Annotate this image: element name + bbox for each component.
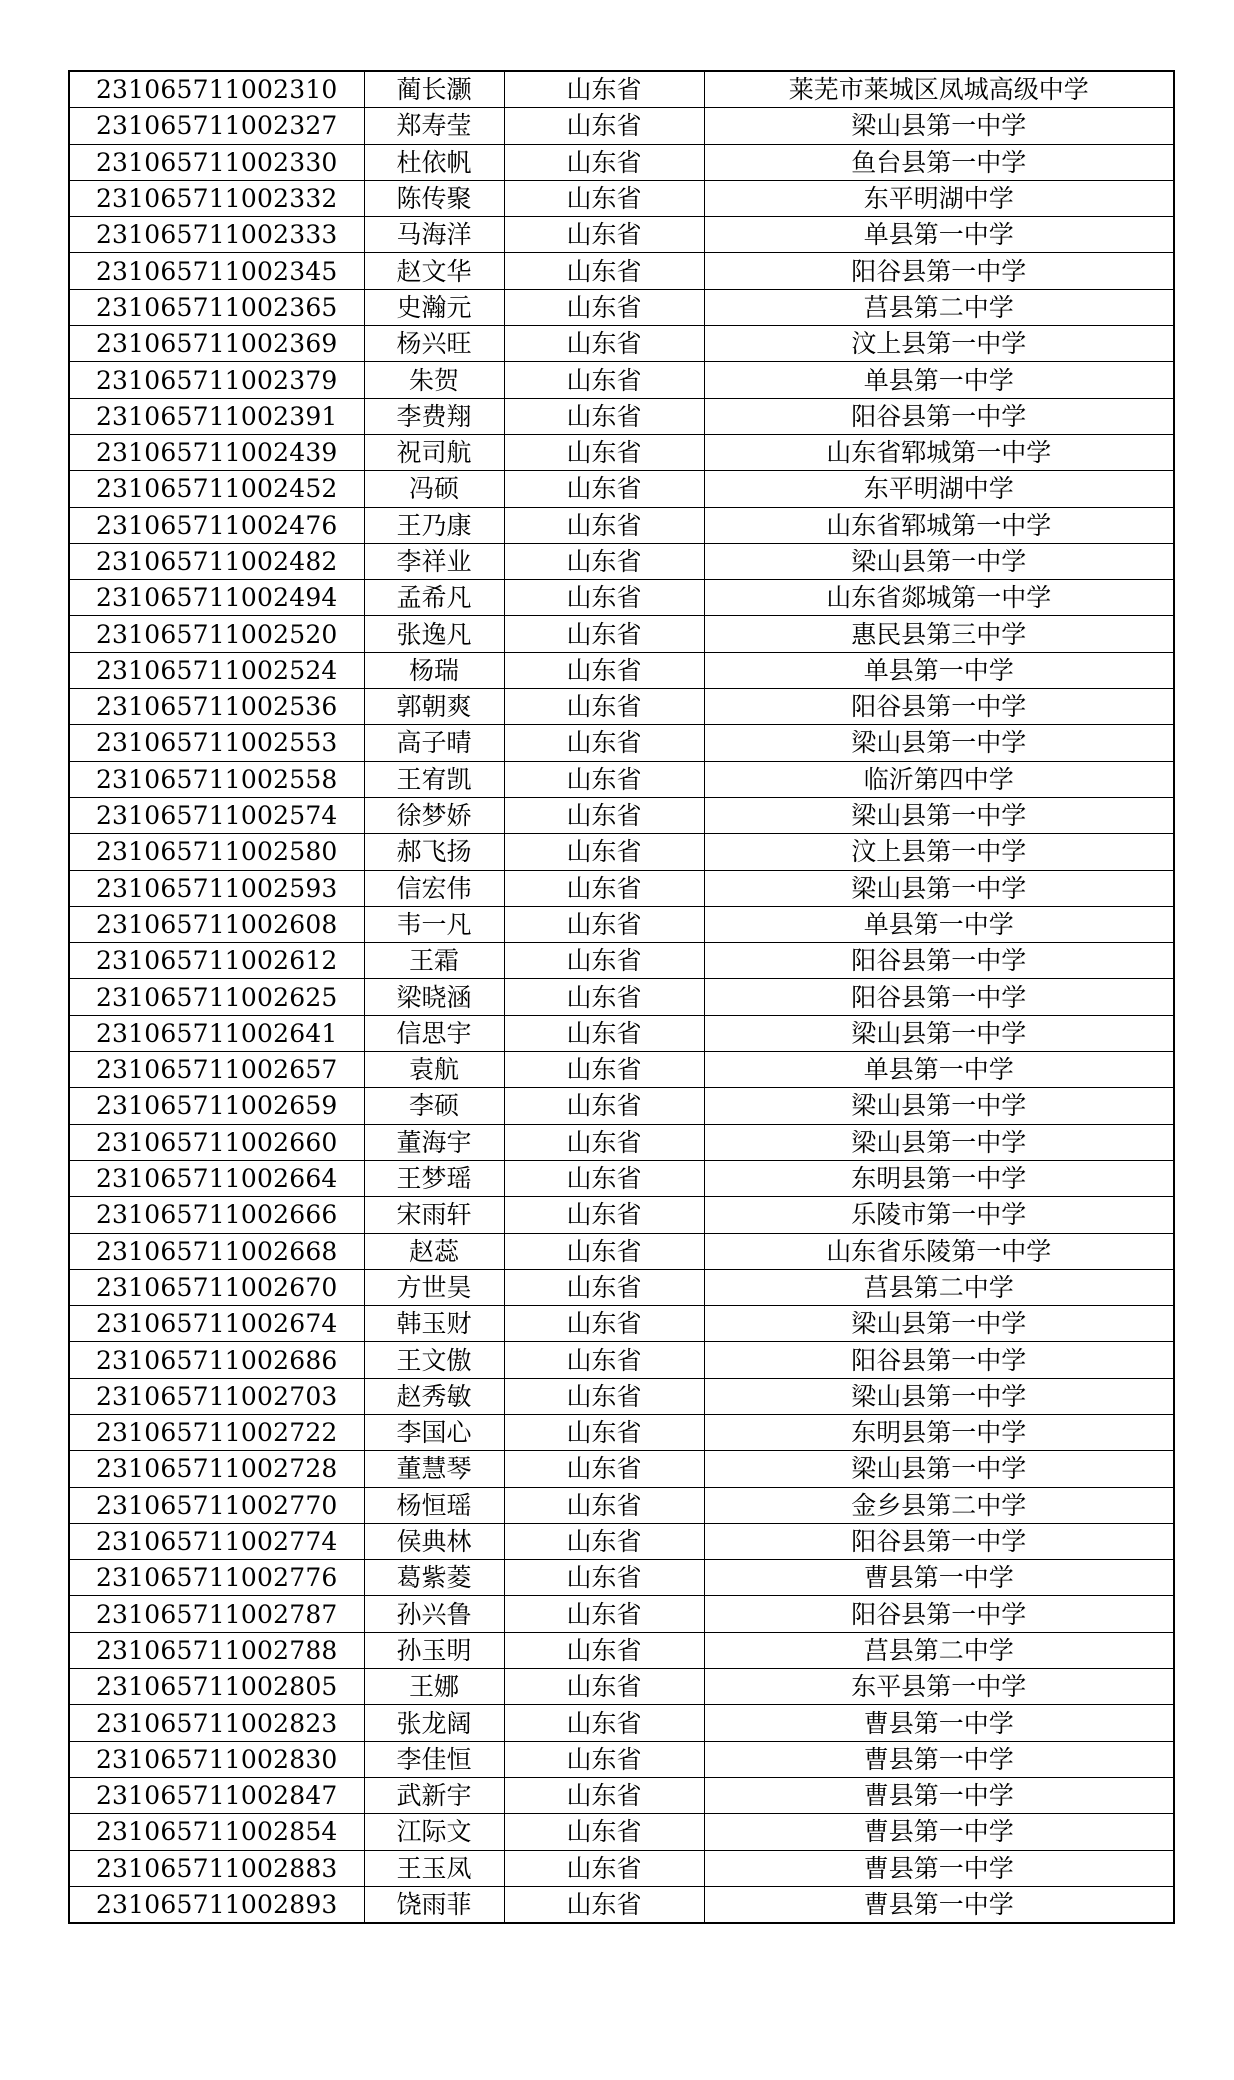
school-cell: 梁山县第一中学 (704, 870, 1174, 906)
student-name-cell: 韩玉财 (364, 1306, 504, 1342)
exam-number-cell: 231065711002494 (69, 580, 364, 616)
province-cell: 山东省 (504, 507, 704, 543)
province-cell: 山东省 (504, 689, 704, 725)
province-cell: 山东省 (504, 253, 704, 289)
student-name-cell: 宋雨轩 (364, 1197, 504, 1233)
table-row (69, 1632, 1174, 1668)
student-name-cell: 杨兴旺 (364, 326, 504, 362)
province-cell: 山东省 (504, 906, 704, 942)
student-name-cell: 冯硕 (364, 471, 504, 507)
student-name-cell: 孙兴鲁 (364, 1596, 504, 1632)
school-cell: 梁山县第一中学 (704, 1124, 1174, 1160)
province-cell: 山东省 (504, 180, 704, 216)
school-cell: 阳谷县第一中学 (704, 1596, 1174, 1632)
exam-number-cell: 231065711002593 (69, 870, 364, 906)
exam-number-cell: 231065711002787 (69, 1596, 364, 1632)
exam-number-cell: 231065711002659 (69, 1088, 364, 1124)
school-cell: 梁山县第一中学 (704, 108, 1174, 144)
student-name-cell: 杜依帆 (364, 144, 504, 180)
student-name-cell: 董慧琴 (364, 1451, 504, 1487)
exam-number-cell: 231065711002670 (69, 1269, 364, 1305)
table-row (69, 1306, 1174, 1342)
province-cell: 山东省 (504, 1306, 704, 1342)
province-cell: 山东省 (504, 1741, 704, 1777)
roster-table-body (69, 71, 1174, 1923)
province-cell: 山东省 (504, 797, 704, 833)
exam-number-cell: 231065711002391 (69, 398, 364, 434)
province-cell: 山东省 (504, 71, 704, 108)
province-cell: 山东省 (504, 1342, 704, 1378)
student-name-cell: 李费翔 (364, 398, 504, 434)
exam-number-cell: 231065711002830 (69, 1741, 364, 1777)
table-row (69, 289, 1174, 325)
school-cell: 东平县第一中学 (704, 1669, 1174, 1705)
exam-number-cell: 231065711002666 (69, 1197, 364, 1233)
province-cell: 山东省 (504, 761, 704, 797)
table-row (69, 434, 1174, 470)
exam-number-cell: 231065711002625 (69, 979, 364, 1015)
province-cell: 山东省 (504, 471, 704, 507)
table-row (69, 471, 1174, 507)
student-name-cell: 饶雨菲 (364, 1886, 504, 1923)
table-row (69, 1124, 1174, 1160)
table-row (69, 1487, 1174, 1523)
student-name-cell: 杨恒瑶 (364, 1487, 504, 1523)
school-cell: 汶上县第一中学 (704, 326, 1174, 362)
exam-number-cell: 231065711002788 (69, 1632, 364, 1668)
school-cell: 梁山县第一中学 (704, 1451, 1174, 1487)
province-cell: 山东省 (504, 1088, 704, 1124)
province-cell: 山东省 (504, 1197, 704, 1233)
table-row (69, 362, 1174, 398)
student-name-cell: 王玉凤 (364, 1850, 504, 1886)
student-name-cell: 张龙阔 (364, 1705, 504, 1741)
table-row (69, 580, 1174, 616)
student-name-cell: 孟希凡 (364, 580, 504, 616)
exam-number-cell: 231065711002854 (69, 1814, 364, 1850)
school-cell: 乐陵市第一中学 (704, 1197, 1174, 1233)
province-cell: 山东省 (504, 725, 704, 761)
student-name-cell: 王宥凯 (364, 761, 504, 797)
province-cell: 山东省 (504, 1596, 704, 1632)
exam-number-cell: 231065711002776 (69, 1560, 364, 1596)
province-cell: 山东省 (504, 1669, 704, 1705)
table-row (69, 180, 1174, 216)
student-name-cell: 李祥业 (364, 543, 504, 579)
table-row (69, 1414, 1174, 1450)
school-cell: 莱芜市莱城区凤城高级中学 (704, 71, 1174, 108)
table-row (69, 326, 1174, 362)
exam-number-cell: 231065711002823 (69, 1705, 364, 1741)
table-row (69, 1596, 1174, 1632)
school-cell: 山东省郯城第一中学 (704, 580, 1174, 616)
province-cell: 山东省 (504, 217, 704, 253)
exam-number-cell: 231065711002580 (69, 834, 364, 870)
exam-number-cell: 231065711002520 (69, 616, 364, 652)
student-name-cell: 王乃康 (364, 507, 504, 543)
table-row (69, 71, 1174, 108)
table-row (69, 689, 1174, 725)
student-name-cell: 王娜 (364, 1669, 504, 1705)
province-cell: 山东省 (504, 1632, 704, 1668)
province-cell: 山东省 (504, 326, 704, 362)
exam-number-cell: 231065711002805 (69, 1669, 364, 1705)
province-cell: 山东省 (504, 1777, 704, 1813)
table-row (69, 1269, 1174, 1305)
table-row (69, 1378, 1174, 1414)
province-cell: 山东省 (504, 1487, 704, 1523)
province-cell: 山东省 (504, 870, 704, 906)
table-row (69, 253, 1174, 289)
student-name-cell: 张逸凡 (364, 616, 504, 652)
student-name-cell: 王霜 (364, 943, 504, 979)
exam-number-cell: 231065711002345 (69, 253, 364, 289)
student-name-cell: 赵秀敏 (364, 1378, 504, 1414)
student-name-cell: 李国心 (364, 1414, 504, 1450)
student-name-cell: 祝司航 (364, 434, 504, 470)
exam-number-cell: 231065711002664 (69, 1160, 364, 1196)
student-name-cell: 郑寿莹 (364, 108, 504, 144)
province-cell: 山东省 (504, 543, 704, 579)
student-name-cell: 侯典林 (364, 1523, 504, 1559)
province-cell: 山东省 (504, 834, 704, 870)
exam-number-cell: 231065711002524 (69, 652, 364, 688)
province-cell: 山东省 (504, 1052, 704, 1088)
school-cell: 曹县第一中学 (704, 1705, 1174, 1741)
school-cell: 阳谷县第一中学 (704, 979, 1174, 1015)
student-name-cell: 李硕 (364, 1088, 504, 1124)
student-name-cell: 韦一凡 (364, 906, 504, 942)
school-cell: 单县第一中学 (704, 1052, 1174, 1088)
school-cell: 惠民县第三中学 (704, 616, 1174, 652)
province-cell: 山东省 (504, 1160, 704, 1196)
exam-number-cell: 231065711002327 (69, 108, 364, 144)
school-cell: 莒县第二中学 (704, 1632, 1174, 1668)
exam-number-cell: 231065711002703 (69, 1378, 364, 1414)
exam-number-cell: 231065711002770 (69, 1487, 364, 1523)
province-cell: 山东省 (504, 1886, 704, 1923)
table-row (69, 870, 1174, 906)
province-cell: 山东省 (504, 1850, 704, 1886)
school-cell: 曹县第一中学 (704, 1741, 1174, 1777)
province-cell: 山东省 (504, 979, 704, 1015)
table-row (69, 543, 1174, 579)
table-row (69, 217, 1174, 253)
student-name-cell: 江际文 (364, 1814, 504, 1850)
exam-number-cell: 231065711002558 (69, 761, 364, 797)
table-row (69, 652, 1174, 688)
table-row (69, 144, 1174, 180)
school-cell: 曹县第一中学 (704, 1850, 1174, 1886)
exam-number-cell: 231065711002847 (69, 1777, 364, 1813)
exam-number-cell: 231065711002674 (69, 1306, 364, 1342)
table-row (69, 797, 1174, 833)
table-row (69, 725, 1174, 761)
student-name-cell: 杨瑞 (364, 652, 504, 688)
table-row (69, 1814, 1174, 1850)
school-cell: 曹县第一中学 (704, 1777, 1174, 1813)
province-cell: 山东省 (504, 108, 704, 144)
school-cell: 梁山县第一中学 (704, 797, 1174, 833)
table-row (69, 1705, 1174, 1741)
student-name-cell: 信思宇 (364, 1015, 504, 1051)
exam-number-cell: 231065711002333 (69, 217, 364, 253)
exam-number-cell: 231065711002722 (69, 1414, 364, 1450)
exam-number-cell: 231065711002365 (69, 289, 364, 325)
school-cell: 山东省郓城第一中学 (704, 434, 1174, 470)
exam-number-cell: 231065711002657 (69, 1052, 364, 1088)
school-cell: 东平明湖中学 (704, 471, 1174, 507)
table-row (69, 616, 1174, 652)
table-row (69, 1160, 1174, 1196)
table-row (69, 979, 1174, 1015)
table-row (69, 507, 1174, 543)
school-cell: 莒县第二中学 (704, 289, 1174, 325)
exam-number-cell: 231065711002439 (69, 434, 364, 470)
student-name-cell: 徐梦娇 (364, 797, 504, 833)
exam-number-cell: 231065711002536 (69, 689, 364, 725)
school-cell: 汶上县第一中学 (704, 834, 1174, 870)
student-name-cell: 蔺长灏 (364, 71, 504, 108)
student-name-cell: 朱贺 (364, 362, 504, 398)
school-cell: 单县第一中学 (704, 362, 1174, 398)
school-cell: 莒县第二中学 (704, 1269, 1174, 1305)
student-name-cell: 王文傲 (364, 1342, 504, 1378)
table-row (69, 1886, 1174, 1923)
province-cell: 山东省 (504, 1414, 704, 1450)
exam-number-cell: 231065711002668 (69, 1233, 364, 1269)
school-cell: 山东省乐陵第一中学 (704, 1233, 1174, 1269)
exam-number-cell: 231065711002686 (69, 1342, 364, 1378)
exam-number-cell: 231065711002310 (69, 71, 364, 108)
province-cell: 山东省 (504, 652, 704, 688)
table-row (69, 1741, 1174, 1777)
exam-number-cell: 231065711002608 (69, 906, 364, 942)
province-cell: 山东省 (504, 362, 704, 398)
exam-number-cell: 231065711002574 (69, 797, 364, 833)
student-name-cell: 葛紫菱 (364, 1560, 504, 1596)
exam-number-cell: 231065711002379 (69, 362, 364, 398)
school-cell: 曹县第一中学 (704, 1886, 1174, 1923)
student-name-cell: 赵蕊 (364, 1233, 504, 1269)
province-cell: 山东省 (504, 1015, 704, 1051)
table-row (69, 398, 1174, 434)
student-name-cell: 信宏伟 (364, 870, 504, 906)
province-cell: 山东省 (504, 1560, 704, 1596)
table-row (69, 1560, 1174, 1596)
table-row (69, 1197, 1174, 1233)
school-cell: 单县第一中学 (704, 906, 1174, 942)
exam-number-cell: 231065711002660 (69, 1124, 364, 1160)
school-cell: 梁山县第一中学 (704, 1306, 1174, 1342)
student-name-cell: 孙玉明 (364, 1632, 504, 1668)
exam-number-cell: 231065711002369 (69, 326, 364, 362)
table-row (69, 1052, 1174, 1088)
student-name-cell: 马海洋 (364, 217, 504, 253)
school-cell: 曹县第一中学 (704, 1560, 1174, 1596)
exam-number-cell: 231065711002883 (69, 1850, 364, 1886)
school-cell: 金乡县第二中学 (704, 1487, 1174, 1523)
school-cell: 山东省郓城第一中学 (704, 507, 1174, 543)
school-cell: 阳谷县第一中学 (704, 253, 1174, 289)
province-cell: 山东省 (504, 1378, 704, 1414)
table-row (69, 1523, 1174, 1559)
province-cell: 山东省 (504, 943, 704, 979)
exam-number-cell: 231065711002612 (69, 943, 364, 979)
exam-number-cell: 231065711002893 (69, 1886, 364, 1923)
province-cell: 山东省 (504, 1814, 704, 1850)
school-cell: 阳谷县第一中学 (704, 398, 1174, 434)
school-cell: 东明县第一中学 (704, 1414, 1174, 1450)
school-cell: 单县第一中学 (704, 652, 1174, 688)
province-cell: 山东省 (504, 1523, 704, 1559)
student-name-cell: 梁晓涵 (364, 979, 504, 1015)
student-name-cell: 武新宇 (364, 1777, 504, 1813)
province-cell: 山东省 (504, 1451, 704, 1487)
exam-number-cell: 231065711002641 (69, 1015, 364, 1051)
table-row (69, 943, 1174, 979)
province-cell: 山东省 (504, 144, 704, 180)
school-cell: 临沂第四中学 (704, 761, 1174, 797)
exam-number-cell: 231065711002774 (69, 1523, 364, 1559)
student-name-cell: 董海宇 (364, 1124, 504, 1160)
exam-number-cell: 231065711002482 (69, 543, 364, 579)
student-name-cell: 袁航 (364, 1052, 504, 1088)
school-cell: 曹县第一中学 (704, 1814, 1174, 1850)
province-cell: 山东省 (504, 580, 704, 616)
school-cell: 阳谷县第一中学 (704, 689, 1174, 725)
student-name-cell: 陈传聚 (364, 180, 504, 216)
table-row (69, 834, 1174, 870)
school-cell: 鱼台县第一中学 (704, 144, 1174, 180)
student-name-cell: 高子晴 (364, 725, 504, 761)
exam-number-cell: 231065711002330 (69, 144, 364, 180)
student-name-cell: 郭朝爽 (364, 689, 504, 725)
province-cell: 山东省 (504, 1269, 704, 1305)
school-cell: 梁山县第一中学 (704, 1015, 1174, 1051)
exam-number-cell: 231065711002476 (69, 507, 364, 543)
exam-number-cell: 231065711002553 (69, 725, 364, 761)
table-row (69, 1088, 1174, 1124)
student-name-cell: 赵文华 (364, 253, 504, 289)
province-cell: 山东省 (504, 289, 704, 325)
table-row (69, 108, 1174, 144)
table-row (69, 1233, 1174, 1269)
table-row (69, 1850, 1174, 1886)
school-cell: 东平明湖中学 (704, 180, 1174, 216)
roster-table (68, 70, 1175, 1924)
school-cell: 梁山县第一中学 (704, 1088, 1174, 1124)
school-cell: 东明县第一中学 (704, 1160, 1174, 1196)
student-name-cell: 史瀚元 (364, 289, 504, 325)
student-name-cell: 王梦瑶 (364, 1160, 504, 1196)
table-row (69, 1342, 1174, 1378)
province-cell: 山东省 (504, 1705, 704, 1741)
table-row (69, 1777, 1174, 1813)
school-cell: 阳谷县第一中学 (704, 943, 1174, 979)
school-cell: 单县第一中学 (704, 217, 1174, 253)
table-row (69, 1669, 1174, 1705)
table-row (69, 1451, 1174, 1487)
province-cell: 山东省 (504, 1233, 704, 1269)
school-cell: 梁山县第一中学 (704, 1378, 1174, 1414)
student-name-cell: 郝飞扬 (364, 834, 504, 870)
exam-number-cell: 231065711002332 (69, 180, 364, 216)
student-name-cell: 李佳恒 (364, 1741, 504, 1777)
school-cell: 梁山县第一中学 (704, 725, 1174, 761)
province-cell: 山东省 (504, 398, 704, 434)
table-row (69, 906, 1174, 942)
school-cell: 阳谷县第一中学 (704, 1523, 1174, 1559)
province-cell: 山东省 (504, 434, 704, 470)
exam-number-cell: 231065711002452 (69, 471, 364, 507)
exam-number-cell: 231065711002728 (69, 1451, 364, 1487)
school-cell: 阳谷县第一中学 (704, 1342, 1174, 1378)
table-row (69, 1015, 1174, 1051)
school-cell: 梁山县第一中学 (704, 543, 1174, 579)
province-cell: 山东省 (504, 616, 704, 652)
roster-table-wrapper (68, 70, 1173, 1924)
table-row (69, 761, 1174, 797)
province-cell: 山东省 (504, 1124, 704, 1160)
student-name-cell: 方世昊 (364, 1269, 504, 1305)
